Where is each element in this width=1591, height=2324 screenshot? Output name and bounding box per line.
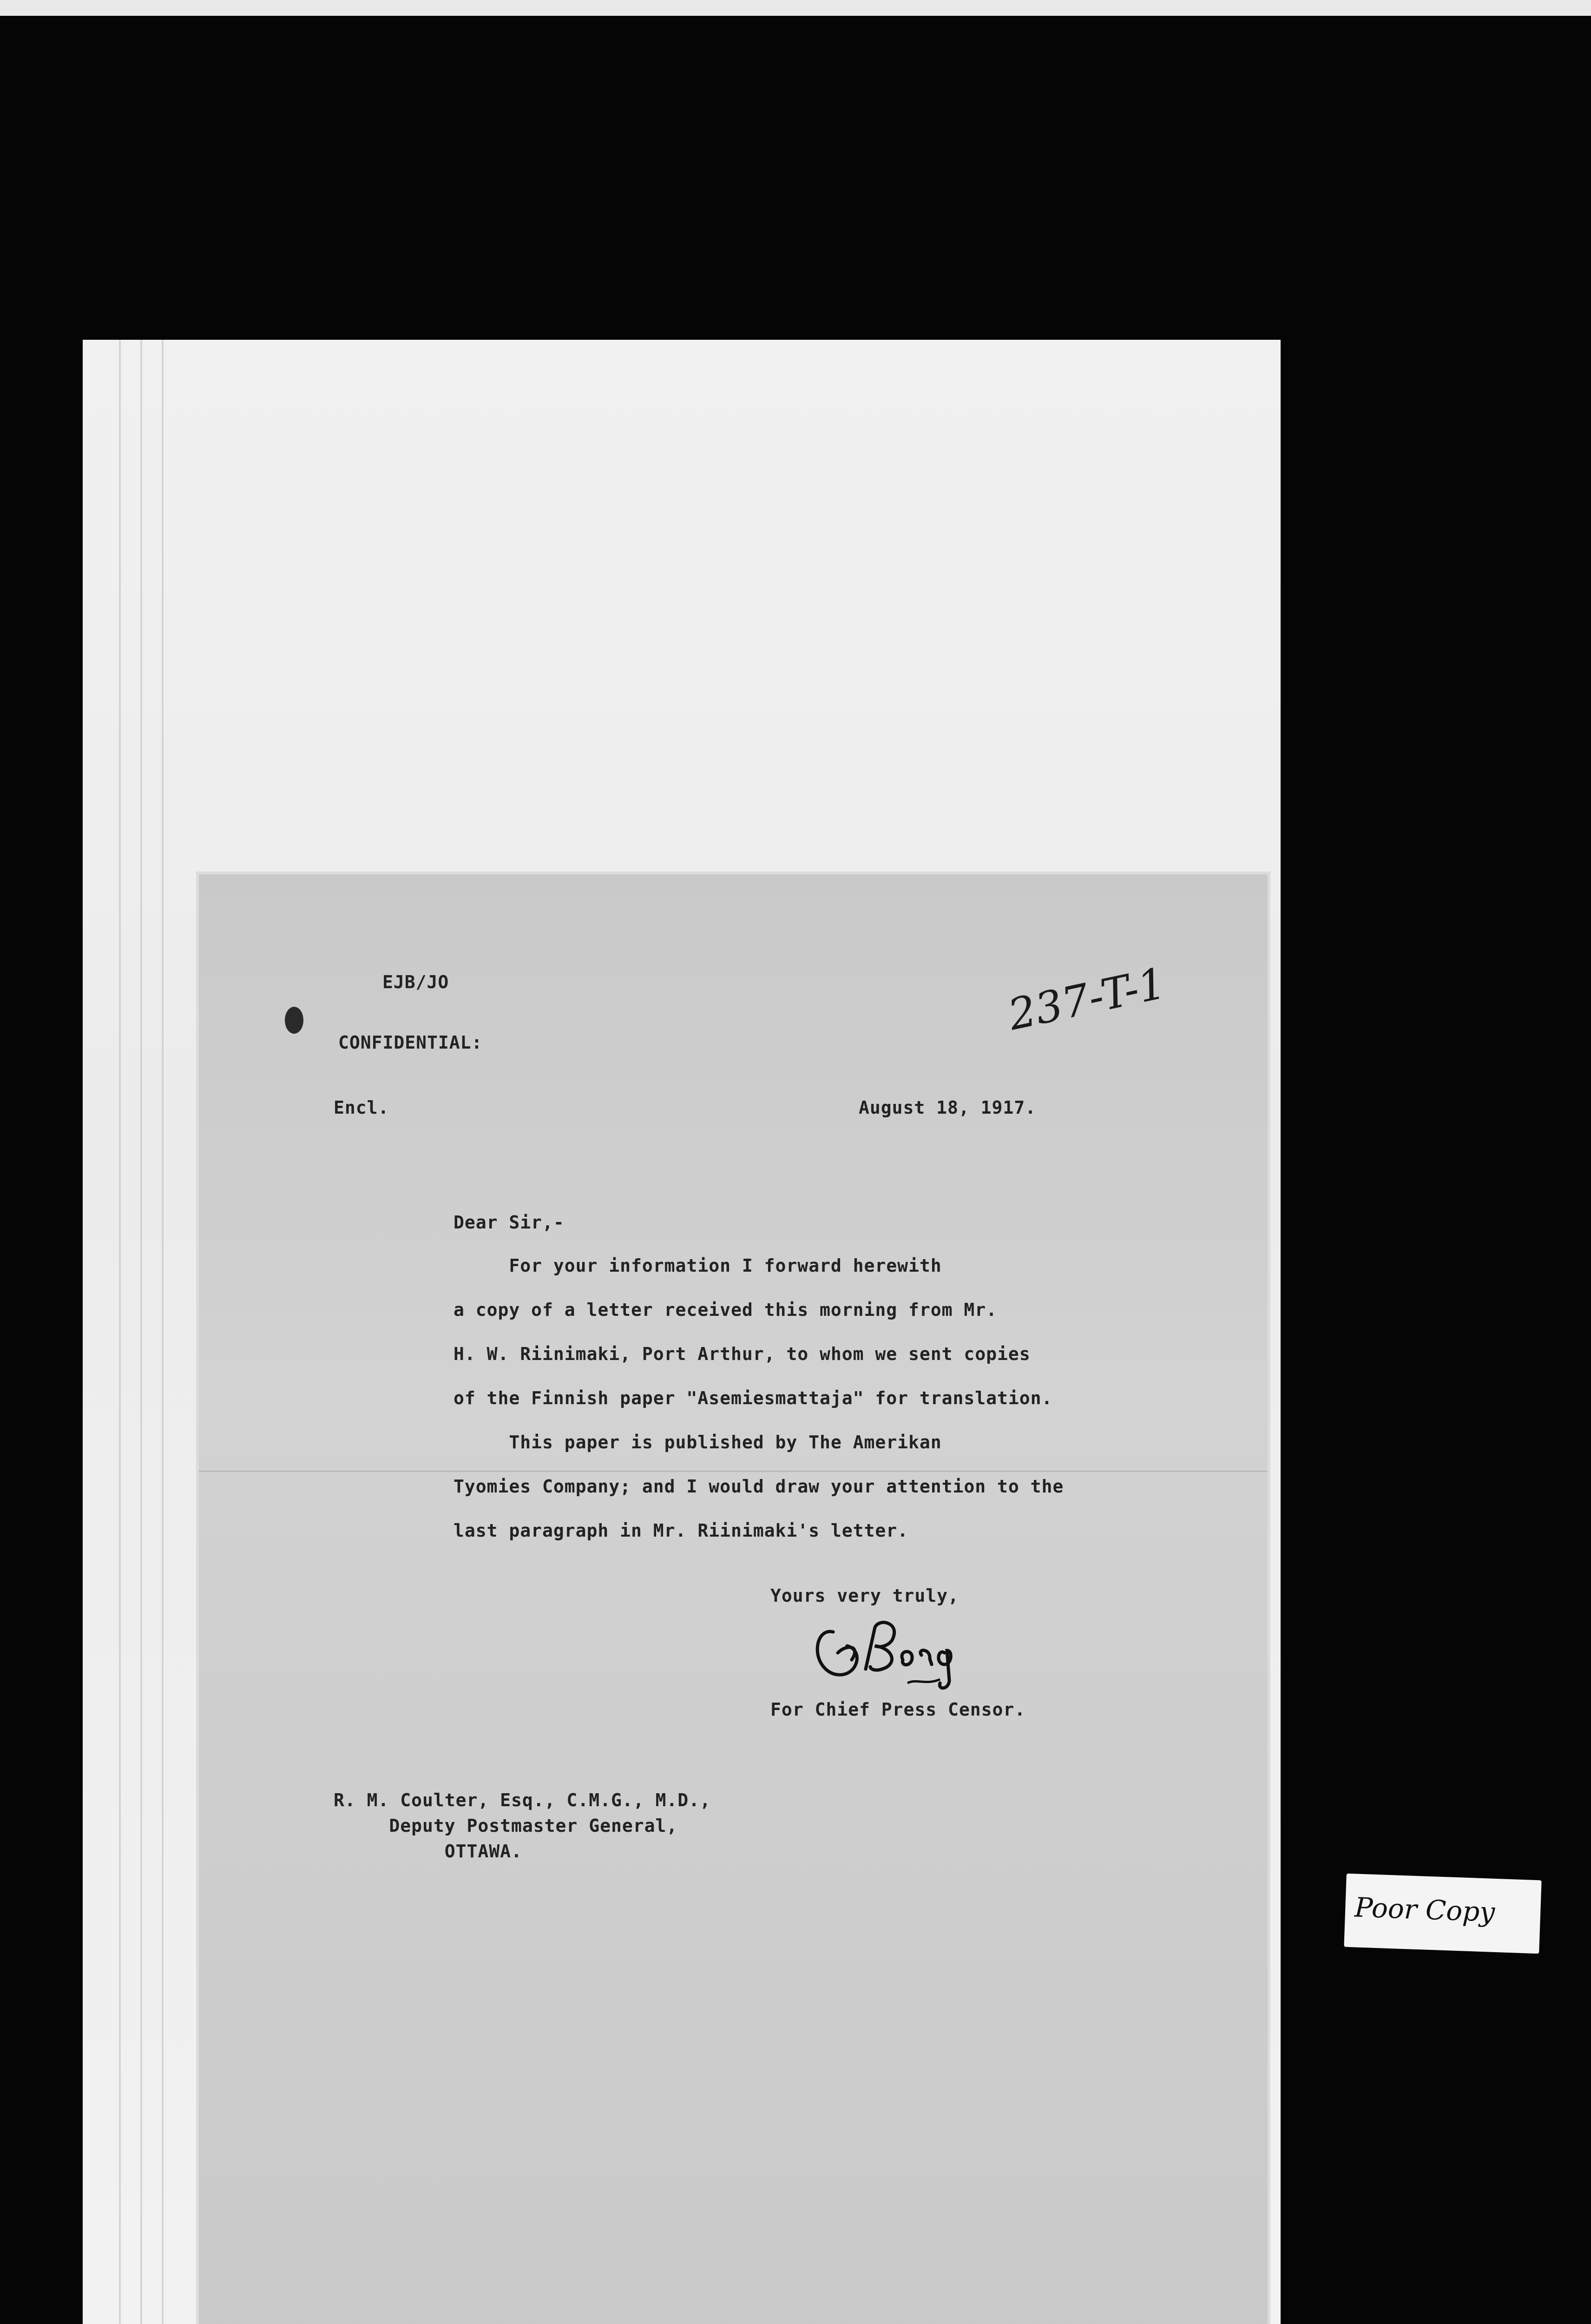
body-line: Tyomies Company; and I would draw your attention to the — [454, 1476, 1064, 1497]
recipient-line: Deputy Postmaster General, — [334, 1816, 678, 1836]
margin-lines — [106, 340, 176, 2324]
classification: CONFIDENTIAL: — [338, 1032, 483, 1053]
signature — [805, 1599, 982, 1711]
body-line: a copy of a letter received this morning from Mr. — [454, 1300, 998, 1320]
film-edge — [0, 0, 1591, 16]
recipient-line: OTTAWA. — [334, 1841, 522, 1862]
enclosure-note: Encl. — [334, 1097, 389, 1118]
body-line: H. W. Riinimaki, Port Arthur, to whom we sent copies — [454, 1344, 1031, 1364]
body-line: For your information I forward herewith — [454, 1255, 942, 1276]
backing-sheet — [83, 340, 1281, 2324]
poor-copy-label: Poor Copy — [1354, 1891, 1496, 1928]
body-line: last paragraph in Mr. Riinimaki's letter. — [454, 1520, 908, 1541]
reference-code: EJB/JO — [382, 972, 449, 992]
letter-date: August 18, 1917. — [859, 1097, 1037, 1118]
body-line: This paper is published by The Amerikan — [454, 1432, 942, 1452]
signatory-title: For Chief Press Censor. — [770, 1699, 1026, 1720]
punch-hole — [285, 1007, 303, 1034]
closing: Yours very truly, — [770, 1585, 959, 1606]
recipient-line: R. M. Coulter, Esq., C.M.G., M.D., — [334, 1790, 711, 1810]
fold-line — [199, 1471, 1268, 1472]
poor-copy-tag — [1344, 1874, 1541, 1954]
body-line: of the Finnish paper "Asemiesmattaja" for translation. — [454, 1388, 1053, 1408]
signature-text — [729, 1762, 730, 1763]
letter-page — [199, 874, 1268, 2324]
salutation: Dear Sir,- — [454, 1212, 565, 1233]
file-number-handwritten: 237-T-1 — [1004, 958, 1170, 1040]
